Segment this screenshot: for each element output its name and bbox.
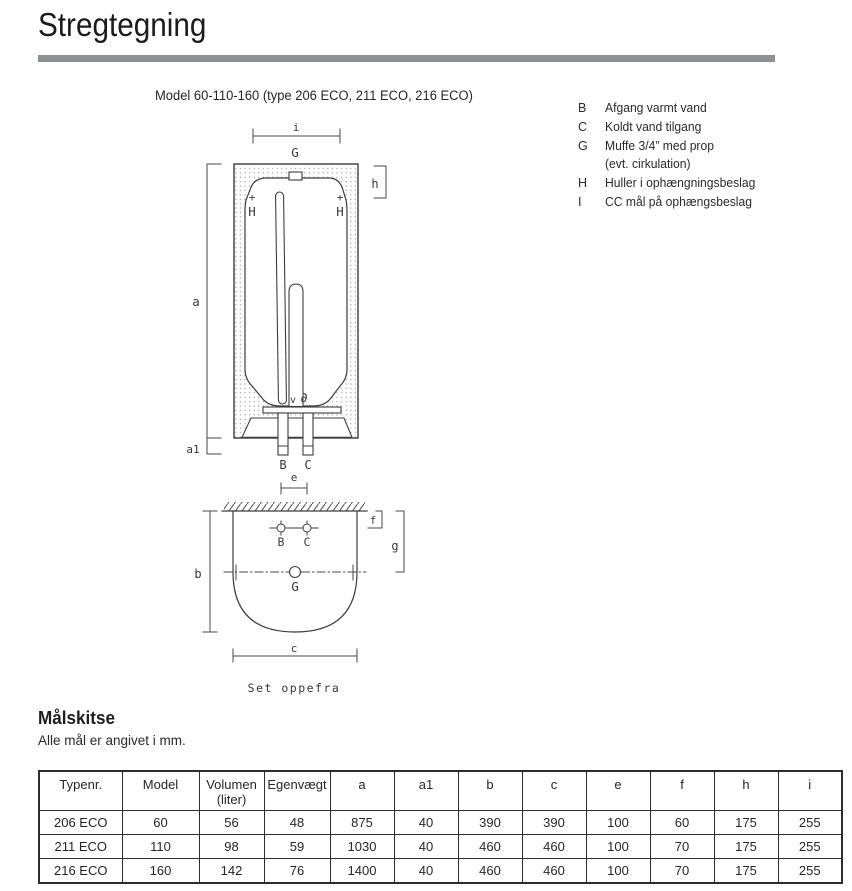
legend-text: Huller i ophængningsbeslag	[605, 176, 756, 191]
dimension-a	[207, 164, 221, 438]
col-header-i: i	[778, 771, 842, 811]
table-row	[39, 811, 842, 835]
label-dim-a: a	[192, 294, 200, 309]
table-cell: 875	[330, 811, 394, 835]
col-header-f: f	[650, 771, 714, 811]
malskitse-note: Alle mål er angivet i mm.	[38, 733, 186, 748]
label-hole-b: B	[277, 535, 285, 549]
legend-item	[578, 193, 760, 212]
top-view-caption: Set oppefra	[247, 681, 341, 695]
table-cell: 110	[122, 835, 199, 859]
table-cell: 100	[586, 811, 650, 835]
table-cell: 40	[394, 859, 458, 884]
table-cell: 460	[522, 835, 586, 859]
legend-key: G	[578, 138, 588, 153]
table-cell: 48	[264, 811, 330, 835]
label-hole-g: G	[291, 579, 299, 594]
top-view	[194, 502, 404, 695]
table-cell: 70	[650, 859, 714, 884]
table-cell: 60	[650, 811, 714, 835]
table-cell: 216 ECO	[39, 859, 122, 884]
label-dim-e: e	[290, 471, 298, 484]
pipe-b	[278, 413, 288, 455]
dimensions-table	[38, 770, 843, 884]
table-cell: 175	[714, 859, 778, 884]
col-header-model: Model	[122, 771, 199, 811]
table-cell: 460	[522, 859, 586, 884]
table-cell: 255	[778, 811, 842, 835]
base-skirt	[242, 418, 352, 437]
table-cell: 1400	[330, 859, 394, 884]
col-header-typenr: Typenr.	[39, 771, 122, 811]
label-dim-i: i	[292, 121, 300, 134]
label-dim-a1: a1	[186, 443, 200, 456]
pipe-c	[303, 413, 313, 455]
legend-item	[578, 137, 760, 156]
legend-text: Koldt vand tilgang	[605, 119, 702, 134]
table-cell: 175	[714, 811, 778, 835]
legend-item-continuation	[578, 155, 760, 174]
table-cell: 100	[586, 859, 650, 884]
page-title: Stregtegning	[38, 6, 207, 43]
legend-item	[578, 99, 760, 118]
label-pipe-b: B	[279, 458, 287, 472]
plus-mark-right: +	[336, 191, 344, 204]
table-cell: 211 ECO	[39, 835, 122, 859]
table-cell: 40	[394, 835, 458, 859]
hole-g	[290, 567, 301, 578]
plus-mark-left: +	[248, 191, 256, 204]
flange-plate	[263, 407, 341, 413]
hole-marks-bc	[270, 521, 318, 535]
legend-text: (evt. cirkulation)	[605, 157, 691, 172]
label-h-hole-right: H	[336, 204, 344, 219]
table-cell: 255	[778, 859, 842, 884]
table-header-row	[39, 771, 842, 811]
table-cell: 390	[458, 811, 522, 835]
label-dim-f: f	[369, 515, 377, 527]
col-header-volumen: Volumen (liter)	[199, 771, 264, 811]
malskitse-heading: Målskitse	[38, 708, 115, 728]
label-dim-b: b	[194, 567, 202, 581]
dimension-e	[281, 483, 307, 494]
legend-key: B	[578, 101, 587, 115]
legend-key: H	[578, 176, 588, 191]
table-cell: 460	[458, 859, 522, 884]
front-view	[186, 121, 386, 494]
col-header-egenvaegt: Egenvægt	[264, 771, 330, 811]
dimension-b	[203, 511, 217, 632]
table-row	[39, 835, 842, 859]
technical-drawing	[170, 110, 420, 705]
table-row	[39, 859, 842, 884]
table-cell: 100	[586, 835, 650, 859]
legend	[578, 99, 760, 212]
label-hole-c: C	[303, 535, 311, 549]
table-cell: 56	[199, 811, 264, 835]
table-cell: 60	[122, 811, 199, 835]
legend-key	[578, 155, 605, 174]
muffe-stub	[289, 172, 302, 180]
table-cell: 1030	[330, 835, 394, 859]
label-partial: ∂	[299, 390, 309, 406]
col-header-a: a	[330, 771, 394, 811]
table-cell: 70	[650, 835, 714, 859]
table-cell: 98	[199, 835, 264, 859]
col-header-c: c	[522, 771, 586, 811]
col-header-b: b	[458, 771, 522, 811]
table-cell: 206 ECO	[39, 811, 122, 835]
heating-element-tube	[289, 284, 303, 406]
col-header-e: e	[586, 771, 650, 811]
table-cell: 460	[458, 835, 522, 859]
legend-key: C	[578, 119, 588, 134]
col-header-a1: a1	[394, 771, 458, 811]
drawing-caption: Model 60-110-160 (type 206 ECO, 211 ECO, 216 ECO)	[155, 88, 473, 103]
legend-item	[578, 174, 760, 193]
table-cell: 390	[522, 811, 586, 835]
label-muffe-g: G	[291, 145, 299, 160]
legend-text: Muffe 3/4” med prop	[605, 138, 714, 153]
col-header-h: h	[714, 771, 778, 811]
table-cell: 40	[394, 811, 458, 835]
title-rule-bar	[38, 55, 775, 62]
table-cell: 76	[264, 859, 330, 884]
label-dim-h: h	[371, 177, 379, 191]
label-v: v	[289, 395, 297, 406]
table-cell: 59	[264, 835, 330, 859]
dimension-a1	[207, 438, 221, 454]
legend-item	[578, 118, 760, 137]
label-h-hole-left: H	[248, 204, 256, 219]
legend-text: Afgang varmt vand	[605, 101, 707, 115]
label-dim-c: c	[290, 642, 298, 655]
table-cell: 160	[122, 859, 199, 884]
table-cell: 255	[778, 835, 842, 859]
table-cell: 142	[199, 859, 264, 884]
legend-key: I	[578, 194, 582, 209]
label-dim-g: g	[391, 539, 399, 553]
wall-hatching	[224, 502, 365, 511]
legend-text: CC mål på ophængsbeslag	[605, 194, 752, 209]
label-pipe-c: C	[304, 458, 312, 472]
table-cell: 175	[714, 835, 778, 859]
